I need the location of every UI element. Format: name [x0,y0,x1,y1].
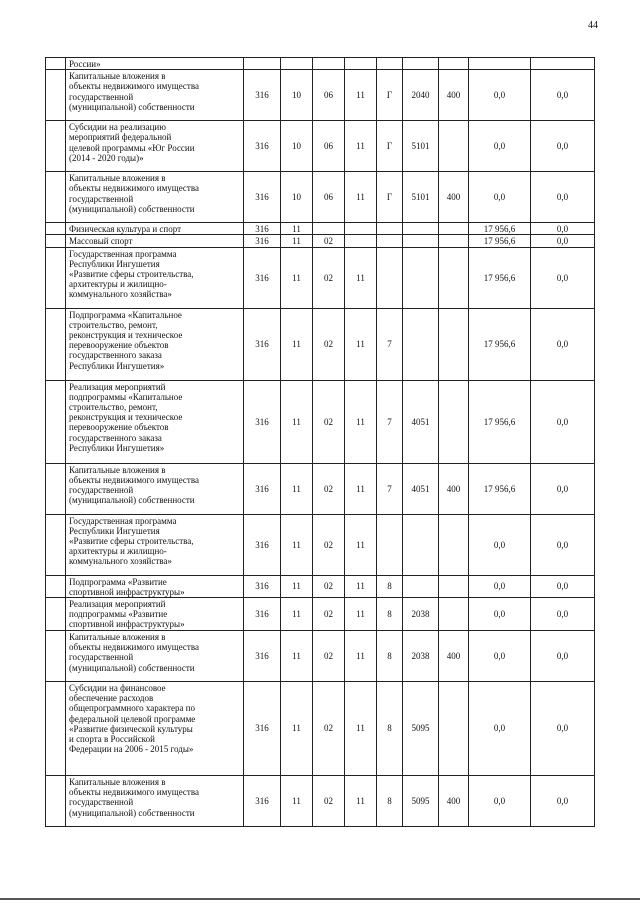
cell-direction [403,514,439,575]
row-margin-cell [46,631,66,682]
row-name: Реализация мероприятий подпрограммы «Капитальное строительство, ремонт, реконструкция и техническое перевооружение объектов государственного заказа Республики Ингушетия» [66,380,244,463]
cell-amount-year-1: 0,0 [469,575,531,597]
cell-direction [403,235,439,247]
cell-expense-type [439,682,469,776]
cell-amount-year-1: 0,0 [469,682,531,776]
cell-subprogram [377,58,403,70]
cell-subprogram: 8 [377,776,403,827]
cell-subprogram: Г [377,121,403,172]
cell-section: 11 [281,514,313,575]
cell-admin-code: 316 [244,121,281,172]
table-row [46,463,595,514]
cell-subsection: 02 [313,575,345,597]
row-name: Физическая культура и спорт [66,223,244,235]
cell-section: 11 [281,631,313,682]
cell-direction [403,575,439,597]
row-name: Капитальные вложения в объекты недвижимого имущества государственной (муниципальной) собственности [66,631,244,682]
cell-amount-year-2: 0,0 [531,776,595,827]
cell-amount-year-2: 0,0 [531,70,595,121]
row-name: Государственная программа Республики Ингушетия «Развитие сферы строительства, архитектуры и жилищно- коммунального хозяйства» [66,247,244,308]
cell-subsection: 06 [313,172,345,223]
cell-subprogram [377,247,403,308]
cell-admin-code: 316 [244,247,281,308]
cell-admin-code: 316 [244,308,281,380]
cell-admin-code: 316 [244,235,281,247]
cell-subprogram: 8 [377,682,403,776]
row-name: Субсидии на финансовое обеспечение расходов общепрограммного характера по федеральной целевой программе «Развитие физической культуры и спорта в Российской Федерации на 2006 - 2015 годы» [66,682,244,776]
cell-program [345,58,377,70]
row-name: Капитальные вложения в объекты недвижимого имущества государственной (муниципальной) собственности [66,463,244,514]
cell-admin-code [244,58,281,70]
row-name: Реализация мероприятий подпрограммы «Развитие спортивной инфраструктуры» [66,598,244,631]
cell-section: 11 [281,776,313,827]
cell-section: 11 [281,308,313,380]
cell-subsection: 02 [313,308,345,380]
cell-program: 11 [345,308,377,380]
cell-program [345,223,377,235]
row-margin-cell [46,682,66,776]
cell-program: 11 [345,380,377,463]
cell-subsection [313,58,345,70]
row-name: Подпрограмма «Капитальное строительство, ремонт, реконструкция и техническое перевооружение объектов государственного заказа Республики Ингушетия» [66,308,244,380]
cell-amount-year-2: 0,0 [531,514,595,575]
cell-expense-type [439,308,469,380]
row-margin-cell [46,598,66,631]
cell-amount-year-1: 0,0 [469,70,531,121]
cell-admin-code: 316 [244,463,281,514]
row-margin-cell [46,70,66,121]
cell-section: 10 [281,70,313,121]
cell-expense-type [439,247,469,308]
row-margin-cell [46,172,66,223]
cell-admin-code: 316 [244,380,281,463]
cell-direction [403,58,439,70]
table-row [46,682,595,776]
cell-expense-type [439,58,469,70]
cell-section [281,58,313,70]
cell-subprogram: 7 [377,463,403,514]
cell-section: 11 [281,463,313,514]
cell-program: 11 [345,631,377,682]
cell-direction: 2040 [403,70,439,121]
table-row [46,575,595,597]
cell-direction [403,223,439,235]
cell-amount-year-2: 0,0 [531,223,595,235]
cell-subprogram [377,514,403,575]
cell-program: 11 [345,682,377,776]
row-name: Капитальные вложения в объекты недвижимого имущества государственной (муниципальной) собственности [66,70,244,121]
cell-expense-type [439,380,469,463]
cell-amount-year-1 [469,58,531,70]
cell-subsection: 02 [313,631,345,682]
row-name: России» [66,58,244,70]
cell-program: 11 [345,172,377,223]
cell-section: 11 [281,575,313,597]
cell-expense-type [439,121,469,172]
table-row [46,70,595,121]
table-row [46,631,595,682]
cell-program: 11 [345,598,377,631]
cell-direction: 4051 [403,380,439,463]
cell-expense-type: 400 [439,463,469,514]
cell-subsection: 02 [313,247,345,308]
cell-amount-year-1: 0,0 [469,172,531,223]
cell-direction [403,308,439,380]
cell-admin-code: 316 [244,631,281,682]
row-margin-cell [46,247,66,308]
cell-program: 11 [345,514,377,575]
cell-expense-type [439,514,469,575]
cell-subsection [313,223,345,235]
cell-subprogram: Г [377,172,403,223]
cell-subsection: 02 [313,514,345,575]
row-name: Капитальные вложения в объекты недвижимого имущества государственной (муниципальной) собственности [66,172,244,223]
cell-expense-type: 400 [439,172,469,223]
cell-expense-type [439,598,469,631]
cell-program: 11 [345,776,377,827]
cell-expense-type: 400 [439,631,469,682]
cell-subsection: 02 [313,776,345,827]
table-row [46,235,595,247]
cell-amount-year-2: 0,0 [531,682,595,776]
cell-section: 11 [281,598,313,631]
table-row [46,308,595,380]
cell-section: 11 [281,682,313,776]
cell-subsection: 02 [313,598,345,631]
cell-amount-year-2: 0,0 [531,235,595,247]
cell-admin-code: 316 [244,776,281,827]
cell-amount-year-1: 17 956,6 [469,308,531,380]
cell-program [345,235,377,247]
row-margin-cell [46,308,66,380]
cell-admin-code: 316 [244,598,281,631]
cell-amount-year-1: 0,0 [469,121,531,172]
cell-section: 10 [281,121,313,172]
cell-expense-type [439,575,469,597]
row-name: Капитальные вложения в объекты недвижимого имущества государственной (муниципальной) собственности [66,776,244,827]
cell-subsection: 02 [313,380,345,463]
cell-direction: 2038 [403,631,439,682]
cell-amount-year-1: 17 956,6 [469,463,531,514]
cell-amount-year-1: 0,0 [469,598,531,631]
cell-admin-code: 316 [244,172,281,223]
cell-direction: 5101 [403,121,439,172]
cell-section: 10 [281,172,313,223]
row-margin-cell [46,223,66,235]
cell-subprogram: 7 [377,308,403,380]
cell-program: 11 [345,247,377,308]
cell-amount-year-2: 0,0 [531,380,595,463]
table-row [46,223,595,235]
cell-subsection: 06 [313,121,345,172]
cell-amount-year-2 [531,58,595,70]
cell-amount-year-1: 17 956,6 [469,235,531,247]
cell-direction [403,247,439,308]
cell-program: 11 [345,575,377,597]
cell-subprogram [377,235,403,247]
cell-admin-code: 316 [244,223,281,235]
cell-subprogram: 7 [377,380,403,463]
cell-section: 11 [281,380,313,463]
cell-direction: 5095 [403,682,439,776]
row-name: Государственная программа Республики Ингушетия «Развитие сферы строительства, архитектуры и жилищно- коммунального хозяйства» [66,514,244,575]
cell-admin-code: 316 [244,514,281,575]
cell-amount-year-1: 0,0 [469,514,531,575]
cell-subsection: 06 [313,70,345,121]
cell-expense-type [439,223,469,235]
cell-program: 11 [345,70,377,121]
row-margin-cell [46,514,66,575]
cell-section: 11 [281,235,313,247]
cell-subsection: 02 [313,682,345,776]
cell-amount-year-1: 0,0 [469,776,531,827]
cell-subsection: 02 [313,235,345,247]
table-row [46,776,595,827]
cell-direction: 5095 [403,776,439,827]
cell-admin-code: 316 [244,682,281,776]
row-name: Подпрограмма «Развитие спортивной инфраструктуры» [66,575,244,597]
cell-amount-year-1: 17 956,6 [469,380,531,463]
cell-amount-year-2: 0,0 [531,463,595,514]
row-margin-cell [46,776,66,827]
cell-amount-year-2: 0,0 [531,308,595,380]
row-margin-cell [46,58,66,70]
cell-amount-year-2: 0,0 [531,598,595,631]
cell-program: 11 [345,463,377,514]
cell-direction: 5101 [403,172,439,223]
cell-subprogram: 8 [377,598,403,631]
row-margin-cell [46,575,66,597]
row-margin-cell [46,235,66,247]
scan-bottom-edge [0,898,640,900]
cell-amount-year-2: 0,0 [531,172,595,223]
table-row [46,58,595,70]
cell-amount-year-2: 0,0 [531,631,595,682]
cell-amount-year-2: 0,0 [531,121,595,172]
cell-amount-year-1: 17 956,6 [469,223,531,235]
row-margin-cell [46,121,66,172]
row-margin-cell [46,380,66,463]
cell-admin-code: 316 [244,70,281,121]
table-row [46,380,595,463]
cell-amount-year-1: 0,0 [469,631,531,682]
cell-section: 11 [281,247,313,308]
cell-expense-type: 400 [439,776,469,827]
cell-subprogram: 8 [377,575,403,597]
cell-subprogram [377,223,403,235]
page-number: 44 [588,20,598,31]
row-name: Массовый спорт [66,235,244,247]
cell-section: 11 [281,223,313,235]
row-name: Субсидии на реализацию мероприятий федеральной целевой программы «Юг России (2014 - 2020 годы)» [66,121,244,172]
cell-subprogram: Г [377,70,403,121]
table-row [46,172,595,223]
cell-expense-type: 400 [439,70,469,121]
cell-direction: 4051 [403,463,439,514]
cell-direction: 2038 [403,598,439,631]
cell-subsection: 02 [313,463,345,514]
table-row [46,598,595,631]
cell-amount-year-2: 0,0 [531,575,595,597]
cell-amount-year-2: 0,0 [531,247,595,308]
row-margin-cell [46,463,66,514]
cell-expense-type [439,235,469,247]
cell-amount-year-1: 17 956,6 [469,247,531,308]
cell-program: 11 [345,121,377,172]
budget-table [45,57,595,827]
table-row [46,121,595,172]
cell-subprogram: 8 [377,631,403,682]
table-row [46,514,595,575]
table-row [46,247,595,308]
cell-admin-code: 316 [244,575,281,597]
